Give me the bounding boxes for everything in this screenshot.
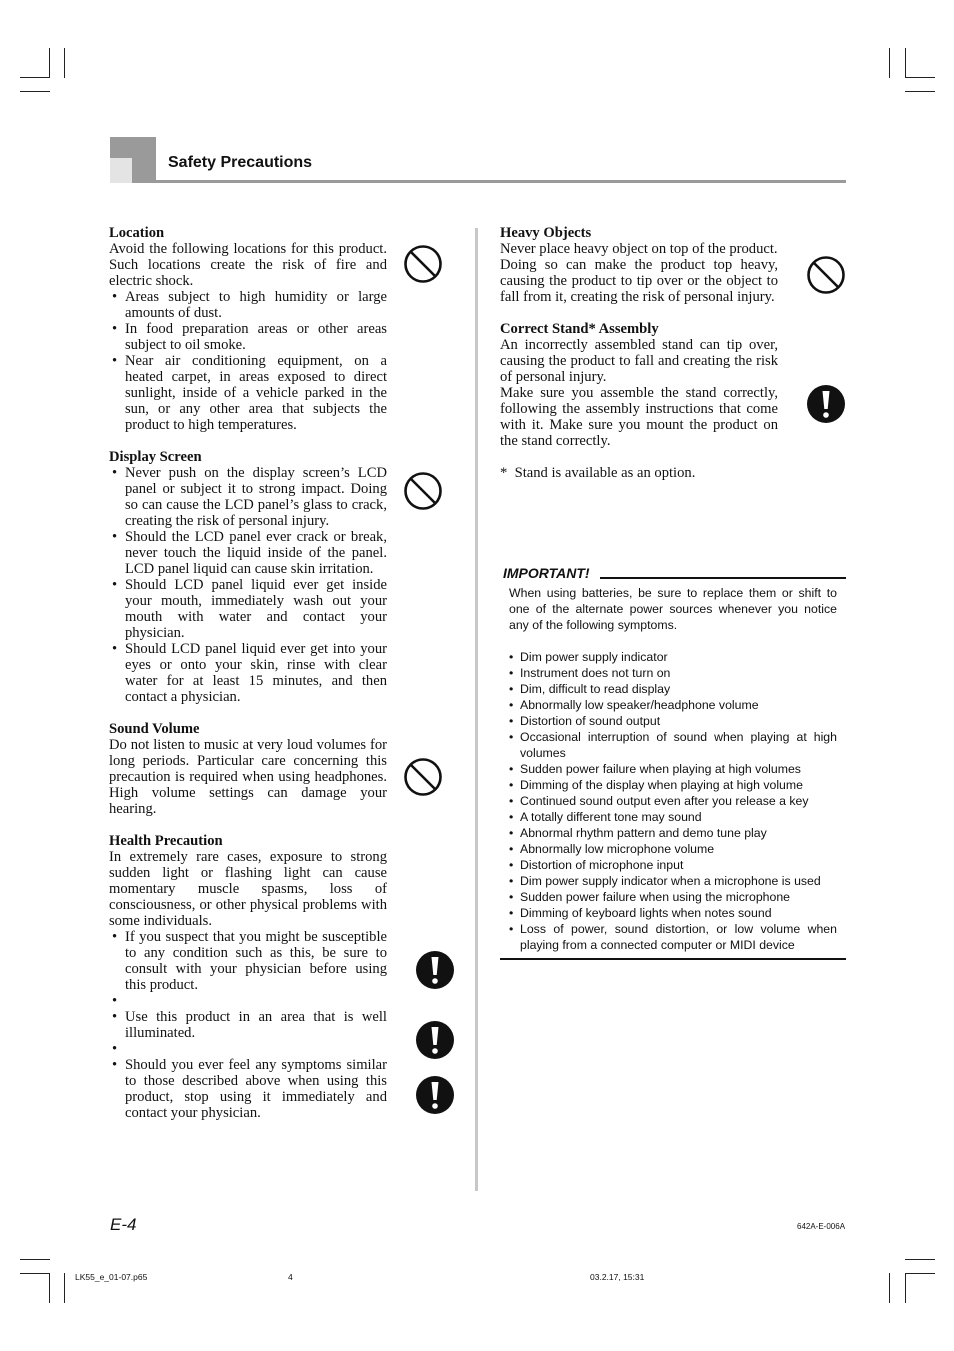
column-divider: [475, 228, 478, 1191]
page-number: E-4: [110, 1215, 137, 1234]
print-date: 03.2.17, 15:31: [590, 1272, 645, 1282]
sheet-number: 4: [288, 1272, 293, 1282]
list-item: • Abnormal rhythm pattern and demo tune play: [509, 825, 837, 841]
stand-heading: Correct Stand* Assembly: [500, 321, 659, 337]
list-item: • Should LCD panel liquid ever get inside your mouth, immediately wash out your mouth with water and contact your physician.: [109, 577, 387, 641]
list-item: • Dimming of the display when playing at high volume: [509, 777, 837, 793]
stand-footnote: * Stand is available as an option.: [500, 465, 696, 481]
health-intro: In extremely rare cases, exposure to strong sudden light or flashing light can cause momentary muscle spasms, loss of consciousness, or other physical problems with some individuals.: [109, 849, 387, 929]
health-list: [109, 929, 387, 1121]
list-item: • If you suspect that you might be susceptible to any condition such as this, be sure to consult with your physician before using this product.: [109, 929, 387, 993]
stand-text-1: An incorrectly assembled stand can tip over, causing the product to fall and creating the risk of personal injury.: [500, 337, 778, 385]
right-column: [500, 225, 778, 481]
page-title: Safety Precautions: [168, 154, 313, 171]
display-heading: Display Screen: [109, 449, 202, 465]
document-code: 642A-E-006A: [797, 1222, 846, 1231]
list-item: • Near air conditioning equipment, on a heated carpet, in areas exposed to direct sunlight, inside of a vehicle parked in the sun, or any other area that subjects the product to high temperatures.: [109, 353, 387, 433]
list-item: • Dim power supply indicator when a microphone is used: [509, 873, 837, 889]
heavy-heading: Heavy Objects: [500, 225, 592, 241]
list-item: • Should LCD panel liquid ever get into your eyes or onto your skin, rinse with clear water for at least 15 minutes, and then contact a physician.: [109, 641, 387, 705]
prohibited-icon: [403, 757, 443, 797]
prohibited-icon: [403, 471, 443, 511]
list-item: • Areas subject to high humidity or large amounts of dust.: [109, 289, 387, 321]
location-list: [109, 289, 387, 433]
exclamation-icon: [415, 1075, 455, 1115]
stand-text-2: Make sure you assemble the stand correctly, following the assembly instructions that come with it. Make sure you mount the product on the stand correctly.: [500, 385, 778, 449]
symptom-list: [509, 649, 837, 953]
list-item: • Should the LCD panel ever crack or break, never touch the liquid inside of the panel. LCD panel liquid can cause skin irritation.: [109, 529, 387, 577]
prohibited-icon: [403, 244, 443, 284]
location-intro: Avoid the following locations for this product. Such locations create the risk of fire and electric shock.: [109, 241, 387, 289]
list-item: • A totally different tone may sound: [509, 809, 837, 825]
sound-text: Do not listen to music at very loud volumes for long periods. Particular care concerning this precaution is required when using headphones. High volume settings can damage your hearing.: [109, 737, 387, 817]
list-item: • Loss of power, sound distortion, or low volume when playing from a connected computer or MIDI device: [509, 921, 837, 953]
sound-heading: Sound Volume: [109, 721, 200, 737]
list-item: • Distortion of sound output: [509, 713, 837, 729]
list-item: • Dimming of keyboard lights when notes sound: [509, 905, 837, 921]
exclamation-icon: [415, 950, 455, 990]
list-item: • Abnormally low microphone volume: [509, 841, 837, 857]
health-heading: Health Precaution: [109, 833, 223, 849]
heavy-text-2: Doing so can make the product top heavy, causing the product to tip over or the object to fall from it, creating the risk of personal injury.: [500, 257, 778, 305]
exclamation-icon: [806, 384, 846, 424]
display-list: [109, 465, 387, 705]
list-item: • Dim power supply indicator: [509, 649, 837, 665]
list-item: • Instrument does not turn on: [509, 665, 837, 681]
list-item: • Continued sound output even after you release a key: [509, 793, 837, 809]
list-item: • Sudden power failure when playing at high volumes: [509, 761, 837, 777]
prohibited-icon: [806, 255, 846, 295]
list-item: • Should you ever feel any symptoms similar to those described above when using this product, stop using it immediately and contact your physician.: [109, 1057, 387, 1121]
header-rule: [156, 180, 846, 183]
header-decoration-inner: [110, 158, 132, 183]
list-item: • Never push on the display screen’s LCD panel or subject it to strong impact. Doing so can cause the LCD panel’s glass to crack, creating the risk of personal injury.: [109, 465, 387, 529]
file-name: LK55_e_01-07.p65: [75, 1272, 148, 1282]
list-item: • Sudden power failure when using the microphone: [509, 889, 837, 905]
left-column: [109, 225, 387, 1121]
list-item: • Use this product in an area that is well illuminated.: [109, 1009, 387, 1041]
important-box: [500, 563, 846, 960]
location-heading: Location: [109, 225, 165, 241]
important-label: IMPORTANT!: [503, 565, 590, 581]
list-item: • Distortion of microphone input: [509, 857, 837, 873]
list-item: • Dim, difficult to read display: [509, 681, 837, 697]
list-item: • In food preparation areas or other areas subject to oil smoke.: [109, 321, 387, 353]
list-item: • Abnormally low speaker/headphone volume: [509, 697, 837, 713]
list-item: • Occasional interruption of sound when playing at high volumes: [509, 729, 837, 761]
exclamation-icon: [415, 1020, 455, 1060]
heavy-text-1: Never place heavy object on top of the product.: [500, 241, 778, 257]
important-intro: When using batteries, be sure to replace them or shift to one of the alternate power sources whenever you notice any of the following symptoms.: [509, 586, 837, 632]
